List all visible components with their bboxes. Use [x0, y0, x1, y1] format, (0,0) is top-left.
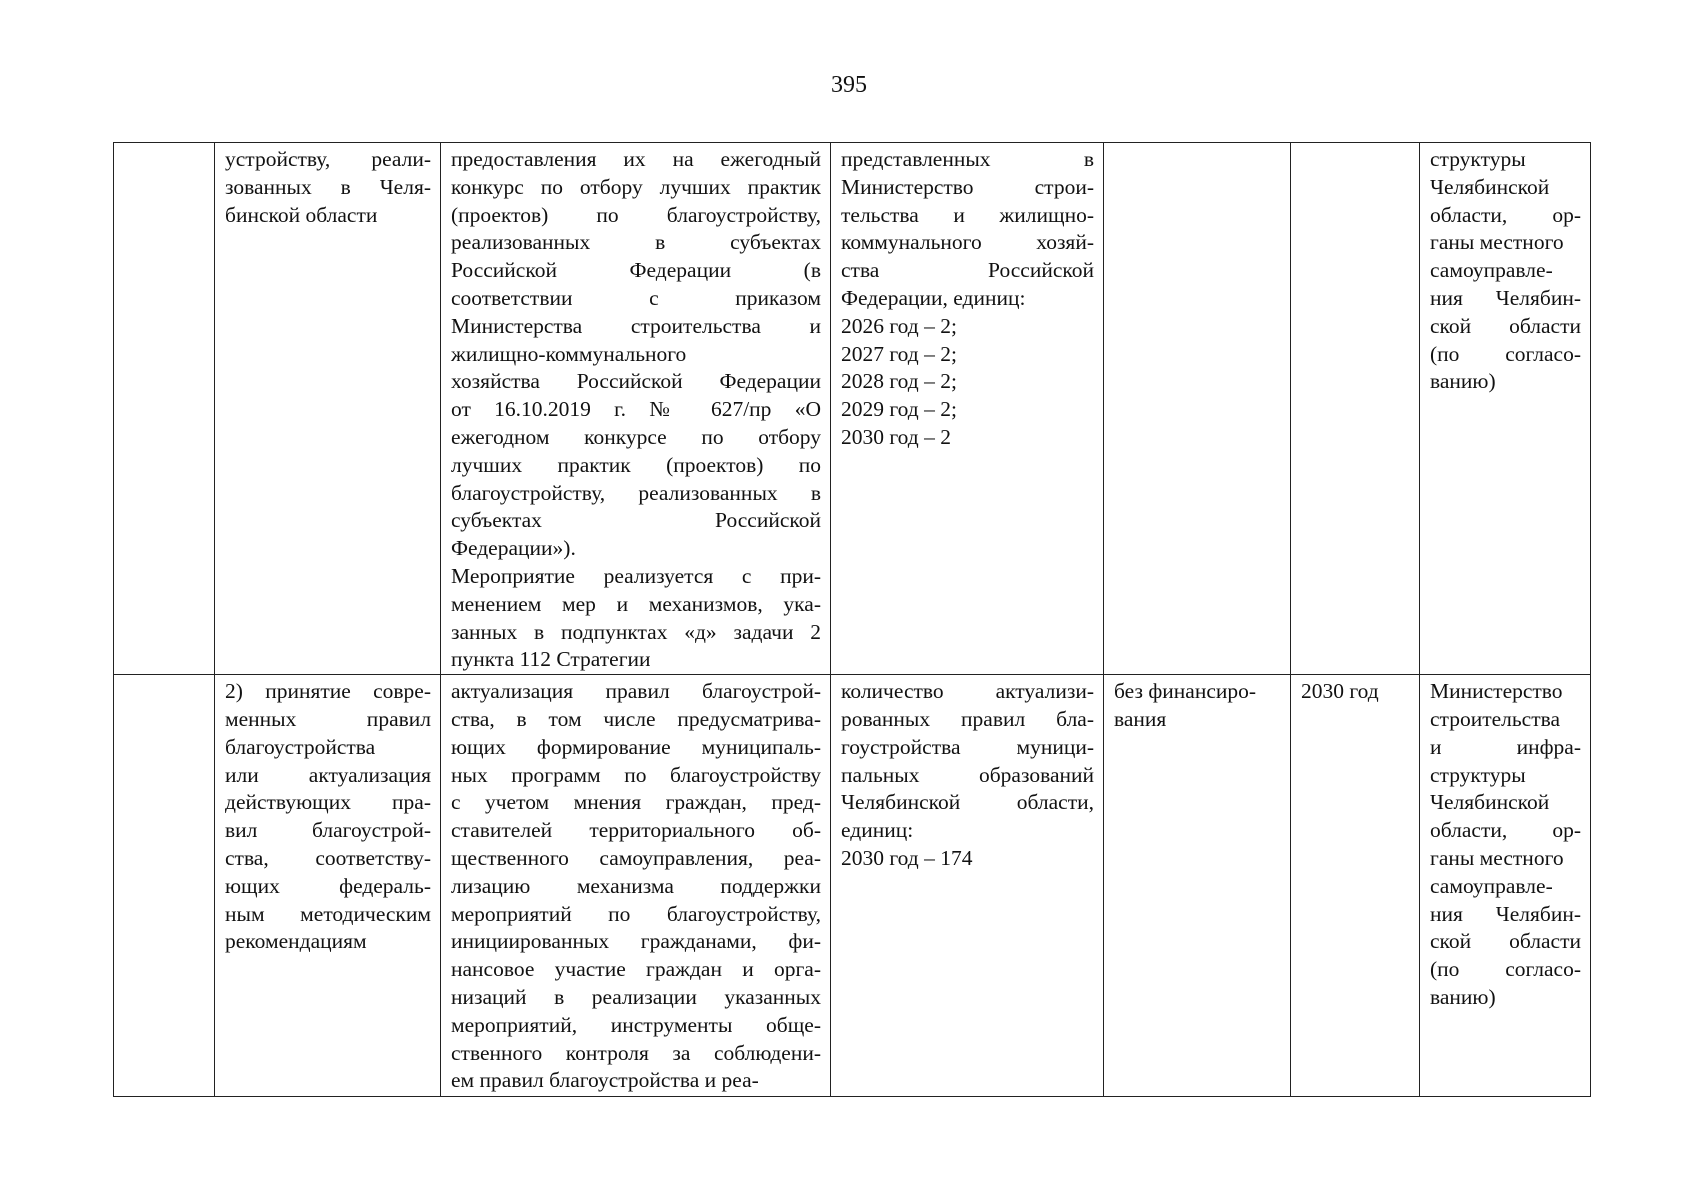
text-line: ской области	[1430, 929, 1581, 954]
cell-responsible	[1420, 143, 1591, 675]
text-line: менением мер и механизмов, ука-	[451, 591, 821, 616]
cell-task	[215, 675, 441, 1097]
text-line: Федерации, единиц:	[841, 285, 1026, 310]
text-line: 2029 год – 2;	[841, 397, 957, 422]
text-line: 2030 год – 2	[841, 424, 951, 449]
text-line: Российской Федерации (в	[451, 258, 821, 283]
text-line: инициированных гражданами, фи-	[451, 929, 821, 954]
text-line: нансовое участие граждан и орга-	[451, 957, 821, 982]
text-line: 2028 год – 2;	[841, 369, 957, 394]
text-line: и инфра-	[1430, 734, 1581, 759]
text-line: Министерство	[1430, 679, 1563, 704]
text-line: ния Челябин-	[1430, 285, 1581, 310]
text-line: менных правил	[225, 706, 431, 731]
cell-deadline	[1291, 675, 1420, 1097]
text-line: ным методическим	[225, 901, 431, 926]
text-line: количество актуализи-	[841, 679, 1094, 704]
cell-task	[215, 143, 441, 675]
text-line: бинской области	[225, 202, 378, 227]
text-line: рованных правил бла-	[841, 706, 1094, 731]
text-line: вил благоустрой-	[225, 818, 431, 843]
text-line: рекомендациям	[225, 929, 367, 954]
text-line: ства, соответству-	[225, 845, 431, 870]
text-line: ставителей территориального об-	[451, 818, 821, 843]
cell-deadline	[1291, 143, 1420, 675]
text-line: ванию)	[1430, 984, 1496, 1009]
text-line: хозяйства Российской Федерации	[451, 369, 821, 394]
text-line: благоустройству, реализованных в	[451, 480, 821, 505]
text-line: ганы местного	[1430, 845, 1564, 870]
text-line: 2026 год – 2;	[841, 313, 957, 338]
text-line: коммунального хозяй-	[841, 230, 1094, 255]
cell-number	[114, 143, 215, 675]
text-line: Министерство строи-	[841, 174, 1094, 199]
text-line: Федерации»).	[451, 536, 576, 561]
text-line: ства, в том числе предусматрива-	[451, 706, 821, 731]
text-line: тельства и жилищно-	[841, 202, 1094, 227]
text-line: жилищно-коммунального	[451, 341, 687, 366]
text-line: ем правил благоустройства и реа-	[451, 1068, 759, 1093]
text-line: занных в подпунктах «д» задачи 2	[451, 619, 821, 644]
text-line: от 16.10.2019 г. № 627/пр «О	[451, 397, 821, 422]
text-line: структуры	[1430, 147, 1526, 171]
text-line: 2030 год – 174	[841, 845, 973, 870]
text-line: Челябинской	[1430, 174, 1550, 199]
text-line: Министерства строительства и	[451, 313, 821, 338]
text-line: ганы местного	[1430, 230, 1564, 255]
text-line: единиц:	[841, 818, 914, 843]
text-line: без финансиро-	[1114, 679, 1257, 704]
text-line: лизацию механизма поддержки	[451, 873, 821, 898]
text-line: Мероприятие реализуется с при-	[451, 563, 821, 588]
text-line: самоуправле-	[1430, 258, 1553, 283]
text-line: вания	[1114, 706, 1167, 731]
text-line: ежегодном конкурсе по отбору	[451, 424, 821, 449]
cell-description	[441, 675, 831, 1097]
text-line: благоустройства	[225, 734, 376, 759]
text-line: ющих формирование муниципаль-	[451, 734, 821, 759]
text-line: мероприятий, инструменты обще-	[451, 1012, 821, 1037]
text-line: предоставления их на ежегодный	[451, 147, 821, 171]
text-line: Челябинской области,	[841, 790, 1094, 815]
text-line: мероприятий по благоустройству,	[451, 901, 821, 926]
text-line: пальных образований	[841, 762, 1094, 787]
text-line: представленных в	[841, 147, 1094, 171]
text-line: зованных в Челя-	[225, 174, 431, 199]
text-line: лучших практик (проектов) по	[451, 452, 821, 477]
document-table	[113, 142, 1591, 1097]
text-line: (проектов) по благоустройству,	[451, 202, 821, 227]
cell-financing	[1104, 675, 1291, 1097]
text-line: с учетом мнения граждан, пред-	[451, 790, 821, 815]
text-line: 2027 год – 2;	[841, 341, 957, 366]
text-line: пункта 112 Стратегии	[451, 647, 651, 672]
text-line: актуализация правил благоустрой-	[451, 679, 821, 704]
cell-responsible	[1420, 675, 1591, 1097]
text-line: Челябинской	[1430, 790, 1550, 815]
text-line: ственного контроля за соблюдени-	[451, 1040, 821, 1065]
text-line: ства Российской	[841, 258, 1094, 283]
text-line: устройству, реали-	[225, 147, 431, 171]
text-line: 2030 год	[1301, 679, 1379, 704]
text-line: (по согласо-	[1430, 957, 1581, 982]
cell-number	[114, 675, 215, 1097]
text-line: реализованных в субъектах	[451, 230, 821, 255]
text-line: субъектах Российской	[451, 508, 821, 533]
text-line: гоустройства муници-	[841, 734, 1094, 759]
text-line: низаций в реализации указанных	[451, 984, 821, 1009]
text-line: соответствии с приказом	[451, 285, 821, 310]
table-row	[114, 675, 1591, 1097]
page-number: 395	[831, 72, 867, 98]
text-line: действующих пра-	[225, 790, 431, 815]
cell-indicator	[831, 143, 1104, 675]
cell-indicator	[831, 675, 1104, 1097]
text-line: или актуализация	[225, 762, 431, 787]
text-line: щественного самоуправления, реа-	[451, 845, 821, 870]
cell-financing	[1104, 143, 1291, 675]
text-line: ных программ по благоустройству	[451, 762, 821, 787]
text-line: ющих федераль-	[225, 873, 431, 898]
text-line: строительства	[1430, 706, 1561, 731]
text-line: 2) принятие совре-	[225, 679, 431, 704]
text-line: конкурс по отбору лучших практик	[451, 174, 821, 199]
text-line: ния Челябин-	[1430, 901, 1581, 926]
text-line: области, ор-	[1430, 818, 1581, 843]
cell-description	[441, 143, 831, 675]
text-line: структуры	[1430, 762, 1526, 787]
text-line: ской области	[1430, 313, 1581, 338]
text-line: самоуправле-	[1430, 873, 1553, 898]
text-line: области, ор-	[1430, 202, 1581, 227]
table-row	[114, 143, 1591, 675]
text-line: ванию)	[1430, 369, 1496, 394]
text-line: (по согласо-	[1430, 341, 1581, 366]
